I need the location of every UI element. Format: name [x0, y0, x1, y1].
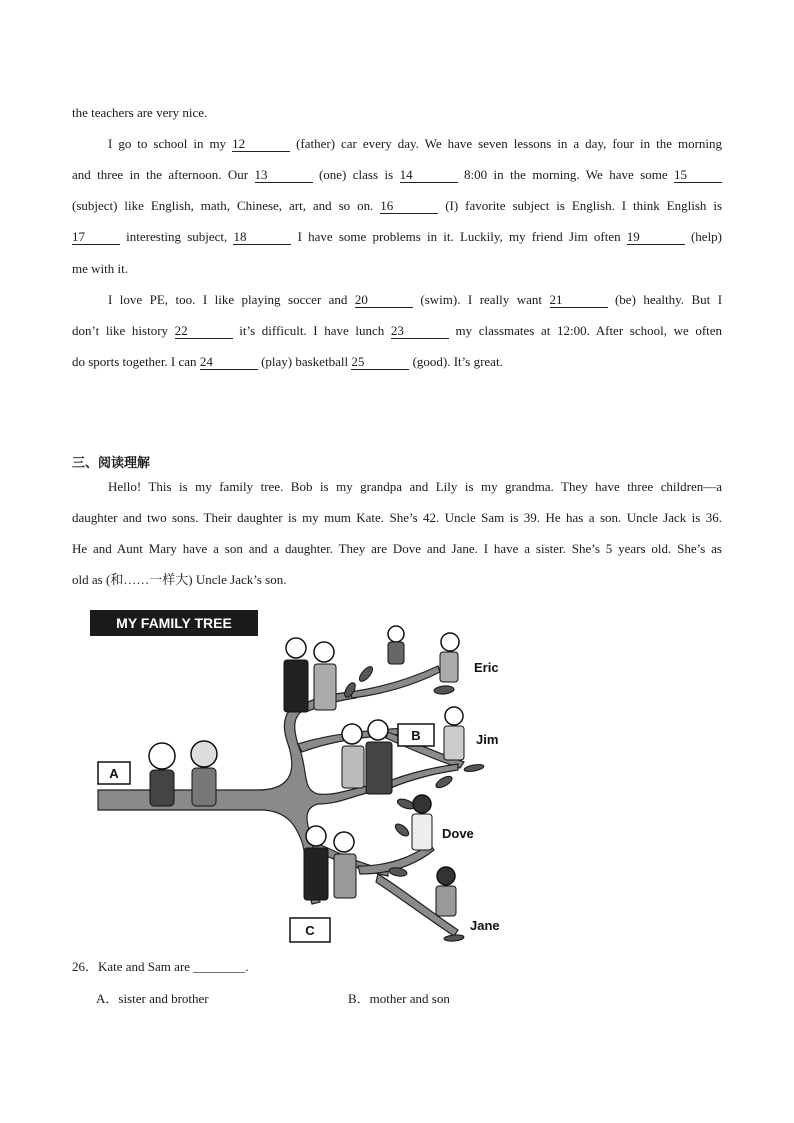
blank-18[interactable]: 18 [233, 229, 291, 245]
cloze-text: the teachers are very nice. [72, 105, 208, 120]
label-dove: Dove [442, 826, 474, 841]
banner-title: MY FAMILY TREE [116, 615, 232, 631]
family-tree-figure [88, 604, 518, 944]
box-b-label: B [411, 728, 421, 743]
cloze-text: (I) favorite subject is English. I think English is [445, 198, 723, 213]
cloze-text: my classmates at 12:00. After school, we often [455, 323, 723, 338]
cloze-text: do sports together. I can [72, 354, 197, 369]
cloze-text: (be) healthy. But I [614, 292, 723, 307]
cloze-text: it’s difficult. I have lunch [239, 323, 385, 338]
label-jim: Jim [476, 732, 499, 747]
cloze-text: (good). It’s great. [412, 354, 503, 369]
blank-16[interactable]: 16 [380, 198, 438, 214]
cloze-text: I have some problems in it. Luckily, my friend Jim often [297, 229, 621, 244]
cloze-line-7 [108, 291, 722, 309]
cloze-text: (one) class is [318, 167, 394, 182]
cloze-line-2 [108, 135, 722, 153]
section-title: 三、阅读理解 [72, 456, 151, 471]
blank-23[interactable]: 23 [391, 323, 449, 339]
cloze-line-4 [72, 197, 722, 215]
question-26-stem: 26．Kate and Sam are ________. [72, 959, 249, 974]
label-jane: Jane [470, 918, 500, 933]
cloze-text: and three in the afternoon. Our [72, 167, 249, 182]
reading-line-1: Hello! This is my family tree. Bob is my grandpa and Lily is my grandma. They have three children—a [108, 479, 722, 494]
cloze-line-5 [72, 228, 722, 246]
cloze-text: (father) car every day. We have seven lessons in a day, four in the morning [296, 136, 723, 151]
cloze-line-8 [72, 322, 722, 340]
blank-21[interactable]: 21 [550, 292, 608, 308]
blank-15[interactable]: 15 [674, 167, 722, 183]
cloze-text: me with it. [72, 261, 128, 276]
blank-24[interactable]: 24 [200, 354, 258, 370]
option-b[interactable]: B．mother and son [348, 991, 450, 1006]
cloze-line-3 [72, 166, 722, 184]
blank-14[interactable]: 14 [400, 167, 458, 183]
cloze-text: (subject) like English, math, Chinese, art, and so on. [72, 198, 374, 213]
reading-line-2: daughter and two sons. Their daughter is my mum Kate. She’s 42. Uncle Sam is 39. He has a son. Uncle Jack is 36. [72, 510, 722, 525]
blank-12[interactable]: 12 [232, 136, 290, 152]
box-c-label: C [305, 923, 315, 938]
cloze-text: I go to school in my [108, 136, 227, 151]
cloze-text: don’t like history [72, 323, 169, 338]
reading-line-3: He and Aunt Mary have a son and a daughter. They are Dove and Jane. I have a sister. She’s 5 years old. She’s as [72, 541, 722, 556]
cloze-text: (help) [690, 229, 723, 244]
blank-17[interactable]: 17 [72, 229, 120, 245]
label-eric: Eric [474, 660, 499, 675]
cloze-text: 8:00 in the morning. We have some [463, 167, 668, 182]
cloze-text: interesting subject, [126, 229, 228, 244]
box-a-label: A [109, 766, 119, 781]
reading-line-4: old as (和……一样大) Uncle Jack’s son. [72, 572, 287, 587]
cloze-text: I love PE, too. I like playing soccer and [108, 292, 348, 307]
blank-19[interactable]: 19 [627, 229, 685, 245]
cloze-line-9 [72, 353, 552, 371]
cloze-text: (swim). I really want [420, 292, 543, 307]
blank-13[interactable]: 13 [255, 167, 313, 183]
blank-25[interactable]: 25 [351, 354, 409, 370]
cloze-text: (play) basketball [261, 354, 349, 369]
blank-22[interactable]: 22 [175, 323, 233, 339]
option-a[interactable]: A．sister and brother [96, 991, 209, 1006]
parents-bottom-figure [304, 826, 356, 900]
blank-20[interactable]: 20 [355, 292, 413, 308]
cloze-line-1 [72, 104, 722, 122]
cloze-line-6 [72, 260, 722, 278]
